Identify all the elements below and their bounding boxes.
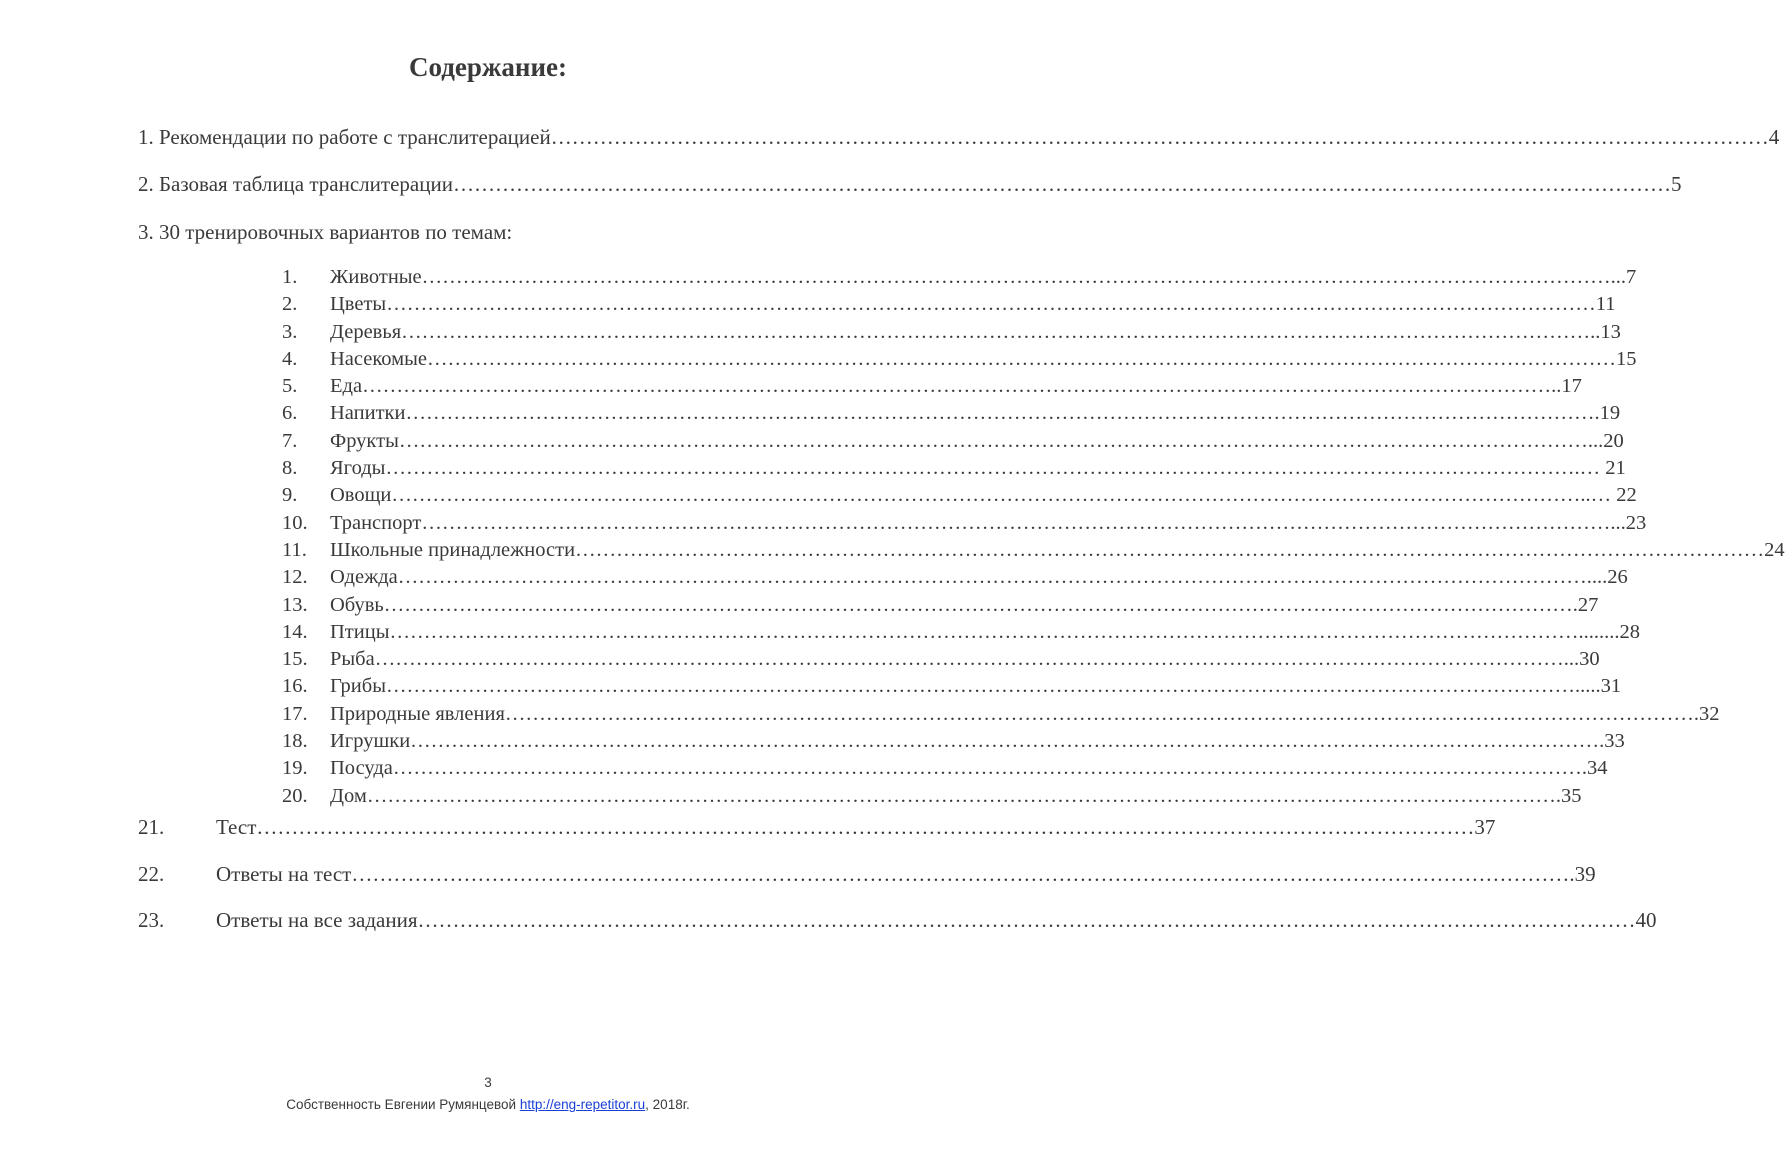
toc-leader-dots: ………………………………………………………………………………………………………………………………………………………… — [383, 593, 1573, 616]
toc-page-number: 15 — [1615, 347, 1637, 370]
toc-item-label: Школьные принадлежности — [330, 538, 576, 561]
footer-owner-text: Собственность Евгении Румянцевой — [286, 1097, 520, 1112]
toc-leader-dots: ………………………………………………………………………………………………………………………………………………………… — [386, 675, 1575, 698]
toc-page-number: ..13 — [1590, 320, 1621, 343]
toc-item-number: 23. — [138, 908, 165, 932]
toc-page-number: 24 — [1764, 538, 1785, 561]
toc-tail-item — [138, 907, 1657, 933]
toc-sub-item — [282, 728, 1625, 755]
toc-sub-item — [282, 373, 1582, 400]
toc-sub-item — [282, 755, 1608, 782]
toc-item-number: 15. — [282, 648, 308, 671]
toc-main-item — [138, 219, 798, 245]
toc-leader-dots: ………………………………………………………………………………………………………………………………………………………… — [386, 293, 1576, 316]
toc-item-label: Цветы — [330, 293, 387, 316]
toc-sub-item — [282, 592, 1599, 619]
toc-page-number: .39 — [1569, 862, 1596, 886]
toc-item-number: 14. — [282, 620, 308, 643]
footer-site-link[interactable]: http://eng-repetitor.ru — [519, 1097, 646, 1112]
toc-leader-dots: ………………………………………………………………………………………………………………………………………………………… — [385, 457, 1575, 480]
toc-page-number: ...20 — [1587, 429, 1624, 452]
toc-item-number: 12. — [282, 566, 308, 589]
toc-item-number: 22. — [138, 862, 165, 886]
toc-item-label: Дом — [330, 784, 367, 807]
toc-leader-dots: ………………………………………………………………………………………………………………………………………………………… — [366, 784, 1556, 807]
footer-year-text: , 2018г. — [645, 1097, 690, 1112]
toc-leader-dots: ………………………………………………………………………………………………………………………………………………………… — [417, 908, 1636, 932]
toc-sub-item — [282, 291, 1616, 318]
toc-page-number: .27 — [1572, 593, 1599, 616]
toc-main-label: 2. Базовая таблица транслитерации — [138, 172, 453, 196]
toc-item-number: 17. — [282, 702, 308, 725]
toc-item-number: 4. — [282, 347, 298, 370]
toc-leader-dots: ………………………………………………………………………………………………………………………………………………………… — [362, 375, 1552, 398]
toc-page-number: 5 — [1670, 172, 1682, 196]
toc-sub-item — [282, 482, 1637, 509]
toc-sub-item — [282, 537, 1785, 564]
toc-page-number: ..… 22 — [1580, 484, 1637, 507]
toc-page-number: ....26 — [1586, 566, 1628, 589]
toc-item-number: 9. — [282, 484, 298, 507]
toc-page-number: …11 — [1575, 293, 1616, 316]
toc-sub-item — [282, 510, 1647, 537]
toc-leader-dots: ………………………………………………………………………………………………………………………………………………………… — [504, 702, 1694, 725]
toc-leader-dots: ………………………………………………………………………………………………………………………………………………………… — [389, 620, 1579, 643]
toc-item-label: Игрушки — [330, 730, 411, 753]
toc-main-label: 3. 30 тренировочных вариантов по темам: — [138, 220, 513, 244]
footer-page-number: 3 — [484, 1075, 492, 1090]
toc-item-label: Еда — [330, 375, 363, 398]
toc-item-number: 1. — [282, 266, 298, 288]
toc-page-number: 37 — [1474, 815, 1496, 839]
toc-sub-item — [282, 346, 1637, 373]
toc-item-label: Посуда — [330, 757, 393, 780]
toc-item-label: Транспорт — [330, 511, 422, 534]
toc-leader-dots: ………………………………………………………………………………………………………………………………………………………… — [575, 538, 1765, 561]
toc-item-number: 8. — [282, 457, 298, 480]
toc-item-label: Грибы — [330, 675, 386, 698]
toc-leader-dots: ………………………………………………………………………………………………………………………………………………………… — [401, 320, 1591, 343]
toc-tail-item — [138, 861, 1596, 887]
toc-leader-dots: ………………………………………………………………………………………………………………………………………………………… — [256, 815, 1475, 839]
footer-copyright — [0, 1097, 976, 1112]
toc-page-number: ...23 — [1610, 511, 1647, 534]
toc-item-label: Животные — [330, 266, 422, 288]
toc-item-label: Ответы на тест — [216, 862, 352, 886]
toc-item-label: Напитки — [330, 402, 406, 425]
toc-page-number: .33 — [1599, 730, 1625, 753]
toc-page-number: 40 — [1635, 908, 1657, 932]
toc-item-label: Ягоды — [330, 457, 386, 480]
toc-item-number: 6. — [282, 402, 298, 425]
toc-leader-dots: ………………………………………………………………………………………………………………………………………………………… — [392, 757, 1582, 780]
toc-item-label: Природные явления — [330, 702, 505, 725]
toc-item-number: 16. — [282, 675, 308, 698]
toc-leader-dots: ………………………………………………………………………………………………………………………………………………………… — [391, 484, 1581, 507]
toc-page-number: .32 — [1693, 702, 1720, 725]
toc-item-number: 2. — [282, 293, 298, 316]
toc-page-number: ........28 — [1578, 620, 1640, 643]
toc-page-number: .35 — [1555, 784, 1582, 807]
toc-item-label: Тест — [216, 815, 257, 839]
toc-sub-item — [282, 619, 1640, 646]
toc-sub-item — [282, 455, 1626, 482]
toc-sub-item — [282, 783, 1582, 810]
toc-item-number: 11. — [282, 538, 307, 561]
toc-main-label: 1. Рекомендации по работе с транслитерацией — [138, 125, 551, 149]
toc-sub-item — [282, 646, 1600, 673]
toc-leader-dots: ………………………………………………………………………………………………………………………………………………………… — [550, 125, 1769, 149]
toc-item-label: Одежда — [330, 566, 398, 589]
toc-leader-dots: ………………………………………………………………………………………………………………………………………………………… — [410, 730, 1600, 753]
toc-sub-list — [282, 264, 1785, 810]
toc-main-item — [138, 171, 1682, 197]
toc-item-number: 5. — [282, 375, 298, 398]
toc-page-number: .19 — [1594, 402, 1621, 425]
toc-leader-dots: ………………………………………………………………………………………………………………………………………………………… — [421, 266, 1611, 288]
toc-item-label: Овощи — [330, 484, 392, 507]
toc-sub-item — [282, 319, 1621, 346]
toc-item-label: Деревья — [330, 320, 402, 343]
toc-leader-dots: ………………………………………………………………………………………………………………………………………………………… — [397, 566, 1587, 589]
toc-page-number: 4 — [1768, 125, 1780, 149]
toc-page-number: ...7 — [1610, 266, 1637, 288]
toc-sub-item — [282, 264, 1637, 291]
toc-page-number: ...30 — [1563, 648, 1600, 671]
toc-item-number: 3. — [282, 320, 298, 343]
toc-page-number: .....31 — [1575, 675, 1622, 698]
toc-leader-dots: ………………………………………………………………………………………………………………………………………………………… — [351, 862, 1570, 886]
toc-page-number: .… 21 — [1574, 457, 1626, 480]
toc-item-number: 20. — [282, 784, 308, 807]
toc-leader-dots: ………………………………………………………………………………………………………………………………………………………… — [426, 347, 1616, 370]
toc-item-label: Фрукты — [330, 429, 399, 452]
toc-item-label: Птицы — [330, 620, 390, 643]
toc-leader-dots: ………………………………………………………………………………………………………………………………………………………… — [398, 429, 1588, 452]
toc-item-label: Рыба — [330, 648, 375, 671]
toc-item-number: 19. — [282, 757, 308, 780]
toc-item-number: 13. — [282, 593, 308, 616]
toc-item-label: Ответы на все задания — [216, 908, 418, 932]
toc-tail-item — [138, 814, 1496, 840]
toc-item-number: 18. — [282, 730, 308, 753]
toc-page-number: ..17 — [1551, 375, 1582, 398]
toc-leader-dots: ………………………………………………………………………………………………………………………………………………………… — [421, 511, 1611, 534]
toc-sub-item — [282, 673, 1622, 700]
toc-sub-item — [282, 564, 1628, 591]
toc-item-number: 7. — [282, 429, 298, 452]
toc-sub-item — [282, 428, 1624, 455]
toc-page-number: .34 — [1581, 757, 1608, 780]
toc-sub-item — [282, 400, 1621, 427]
toc-item-number: 21. — [138, 815, 165, 839]
toc-item-label: Насекомые — [330, 347, 427, 370]
toc-main-item — [138, 124, 1780, 150]
toc-item-label: Обувь — [330, 593, 384, 616]
toc-item-number: 10. — [282, 511, 308, 534]
toc-leader-dots: ………………………………………………………………………………………………………………………………………………………… — [374, 648, 1564, 671]
toc-leader-dots: ………………………………………………………………………………………………………………………………………………………… — [452, 172, 1671, 196]
toc-sub-item — [282, 701, 1720, 728]
page-title: Содержание: — [408, 52, 568, 82]
toc-leader-dots: ………………………………………………………………………………………………………………………………………………………… — [405, 402, 1595, 425]
